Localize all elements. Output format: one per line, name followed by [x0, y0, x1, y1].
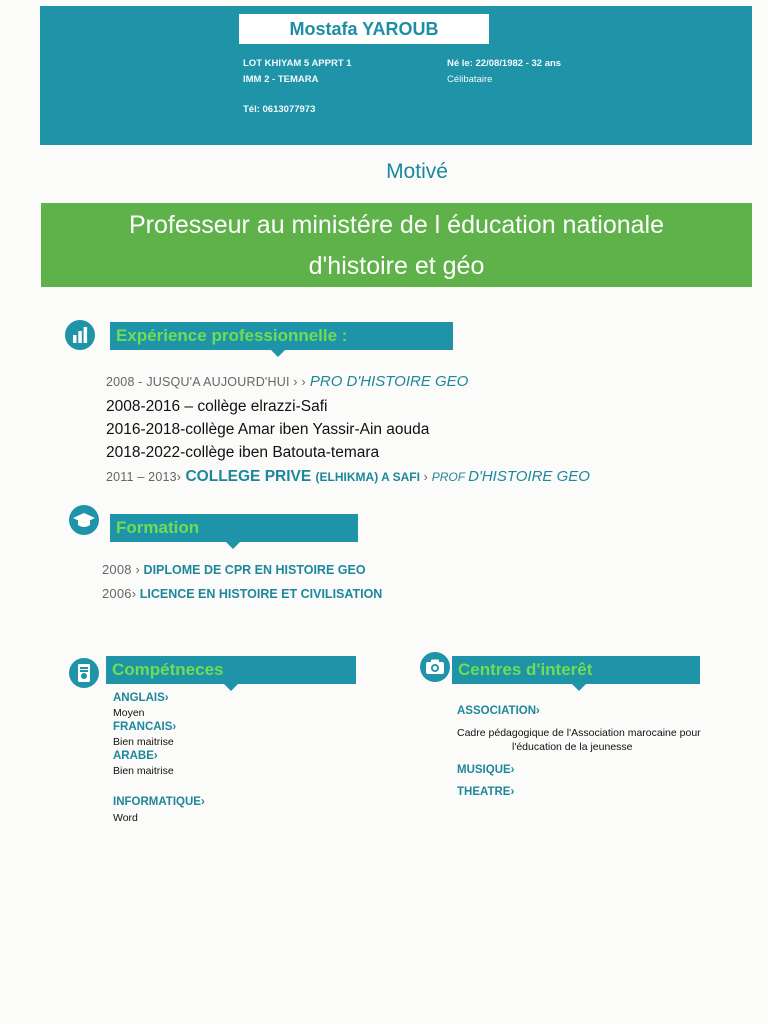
section-experience-title: Expérience professionnelle :	[110, 322, 453, 350]
job-title-line-1: Professeur au ministére de l éducation nationale	[128, 211, 665, 239]
experience-entry-2: 2011 – 2013› COLLEGE PRIVE (ELHIKMA) A SAFI › PROF D'HISTOIRE GEO	[106, 468, 590, 485]
section-interests-title: Centres d'interêt	[452, 656, 700, 684]
graduation-cap-icon	[69, 505, 99, 535]
marital-status: Célibataire	[447, 74, 493, 85]
experience-detail-2: 2016-2018-collège Amar iben Yassir-Ain aouda	[106, 421, 430, 438]
interest-association: ASSOCIATION›	[457, 705, 540, 717]
experience-entry-1: 2008 - JUSQU'A AUJOURD'HUI › › PRO D'HISTOIRE GEO	[106, 373, 469, 390]
skill-level-informatics: Word	[113, 812, 138, 824]
association-description-line-1: Cadre pédagogique de l'Association marocaine pour	[457, 727, 701, 739]
interest-theatre: THEATRE›	[457, 786, 515, 798]
section-arrow	[226, 542, 240, 549]
chart-icon	[65, 320, 95, 350]
formation-item-2: 2006› LICENCE EN HISTOIRE ET CIVILISATION	[102, 586, 383, 601]
formation-item-1: 2008 › DIPLOME DE CPR EN HISTOIRE GEO	[102, 562, 366, 577]
association-description-line-2: l'éducation de la jeunesse	[512, 741, 633, 753]
skill-level-french: Bien maitrise	[113, 736, 174, 748]
section-arrow	[271, 350, 285, 357]
experience-detail-3: 2018-2022-collège iben Batouta-temara	[106, 444, 380, 461]
experience-detail-1: 2008-2016 – collège elrazzi-Safi	[106, 398, 328, 415]
section-arrow	[224, 684, 238, 691]
job-title-banner	[41, 203, 752, 287]
section-arrow	[572, 684, 586, 691]
phone: Tél: 0613077973	[243, 104, 316, 115]
skills-icon	[69, 658, 99, 688]
camera-icon	[420, 652, 450, 682]
skill-name-arabic: ARABE›	[113, 750, 158, 762]
skill-name-english: ANGLAIS›	[113, 692, 169, 704]
skill-level-arabic: Bien maitrise	[113, 765, 174, 777]
section-competences-title: Compétneces	[106, 656, 356, 684]
address-line-2: IMM 2 - TEMARA	[243, 74, 319, 85]
section-formation-title: Formation	[110, 514, 358, 542]
skill-name-french: FRANCAIS›	[113, 721, 177, 733]
job-title-line-2: d'histoire et géo	[308, 252, 485, 280]
tagline: Motivé	[386, 160, 448, 183]
address-line-1: LOT KHIYAM 5 APPRT 1	[243, 58, 352, 69]
interest-music: MUSIQUE›	[457, 764, 515, 776]
skill-level-english: Moyen	[113, 707, 145, 719]
birth-info: Né le: 22/08/1982 - 32 ans	[447, 58, 562, 69]
skill-name-informatics: INFORMATIQUE›	[113, 796, 205, 808]
candidate-name: Mostafa YAROUB	[239, 14, 489, 44]
